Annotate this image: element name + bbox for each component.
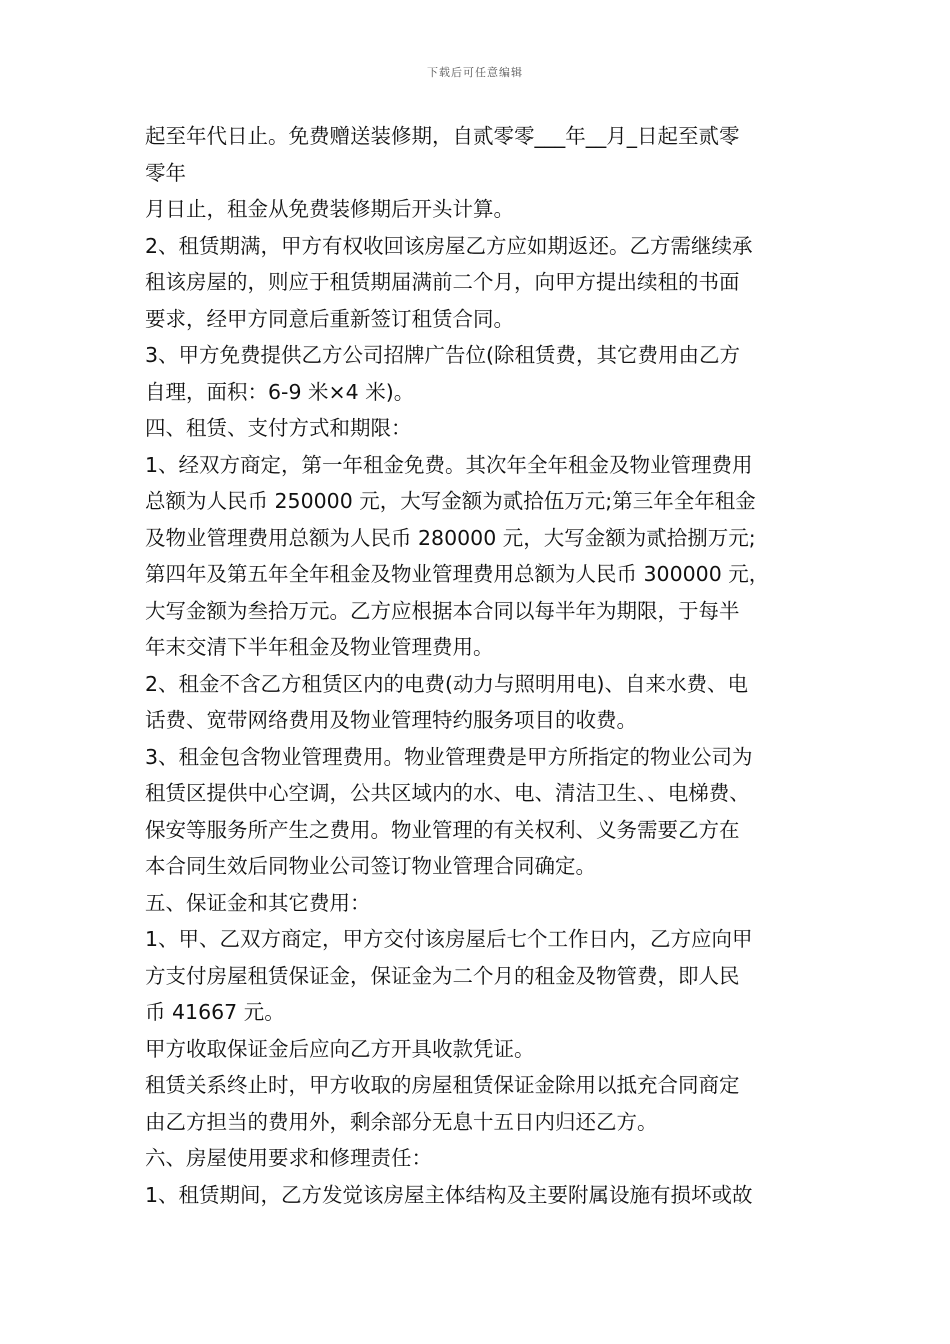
text-line: 月日止，租金从免费装修期后开头计算。 <box>145 197 514 221</box>
text-line: 总额为人民币 250000 元，大写金额为贰拾伍万元;第三年全年租金 <box>145 489 756 513</box>
text-line: 起至年代日止。免费赠送装修期，自贰零零___年__月_日起至贰零 <box>145 124 740 148</box>
contract-body <box>145 118 835 1213</box>
text-line: 3、甲方免费提供乙方公司招牌广告位(除租赁费，其它费用由乙方 <box>145 343 741 367</box>
text-line: 保安等服务所产生之费用。物业管理的有关权利、义务需要乙方在 <box>145 817 740 842</box>
text-line: 方支付房屋租赁保证金，保证金为二个月的租金及物管费，即人民 <box>145 963 740 988</box>
text-line: 话费、宽带网络费用及物业管理特约服务项目的收费。 <box>145 708 637 732</box>
text-line: 零年 <box>145 160 186 185</box>
section-heading: 六、房屋使用要求和修理责任： <box>145 1146 432 1170</box>
text-line: 2、租金不含乙方租赁区内的电费(动力与照明用电)、自来水费、电 <box>145 671 749 696</box>
text-line: 租该房屋的，则应于租赁期届满前二个月，向甲方提出续租的书面 <box>145 270 740 294</box>
text-line: 要求，经甲方同意后重新签订租赁合同。 <box>145 306 514 331</box>
text-line: 2、租赁期满，甲方有权收回该房屋乙方应如期返还。乙方需继续承 <box>145 233 753 258</box>
text-line: 年末交清下半年租金及物业管理费用。 <box>145 635 494 659</box>
text-line: 自理，面积：6-9 米×4 米)。 <box>145 379 415 404</box>
text-line: 1、甲、乙双方商定，甲方交付该房屋后七个工作日内，乙方应向甲 <box>145 927 753 951</box>
text-line: 及物业管理费用总额为人民币 280000 元，大写金额为贰拾捌万元; <box>145 525 756 550</box>
section-heading: 四、租赁、支付方式和期限： <box>145 416 412 440</box>
text-line: 本合同生效后同物业公司签订物业管理合同确定。 <box>145 854 596 878</box>
text-line: 1、租赁期间，乙方发觉该房屋主体结构及主要附属设施有损坏或故 <box>145 1182 753 1207</box>
text-line: 币 41667 元。 <box>145 1000 285 1024</box>
text-line: 大写金额为叁拾万元。乙方应根据本合同以每半年为期限，于每半 <box>145 598 740 623</box>
section-heading: 五、保证金和其它费用： <box>145 890 371 915</box>
text-line: 由乙方担当的费用外，剩余部分无息十五日内归还乙方。 <box>145 1109 658 1134</box>
page-header: 下载后可任意编辑 <box>427 66 523 79</box>
text-line: 1、经双方商定，第一年租金免费。其次年全年租金及物业管理费用 <box>145 452 753 477</box>
text-line: 租赁区提供中心空调，公共区域内的水、电、清洁卫生、、电梯费、 <box>145 781 750 805</box>
text-line: 租赁关系终止时，甲方收取的房屋租赁保证金除用以抵充合同商定 <box>145 1073 740 1097</box>
text-line: 3、租金包含物业管理费用。物业管理费是甲方所指定的物业公司为 <box>145 744 753 769</box>
text-line: 甲方收取保证金后应向乙方开具收款凭证。 <box>145 1036 535 1061</box>
text-line: 第四年及第五年全年租金及物业管理费用总额为人民币 300000 元， <box>145 562 770 586</box>
